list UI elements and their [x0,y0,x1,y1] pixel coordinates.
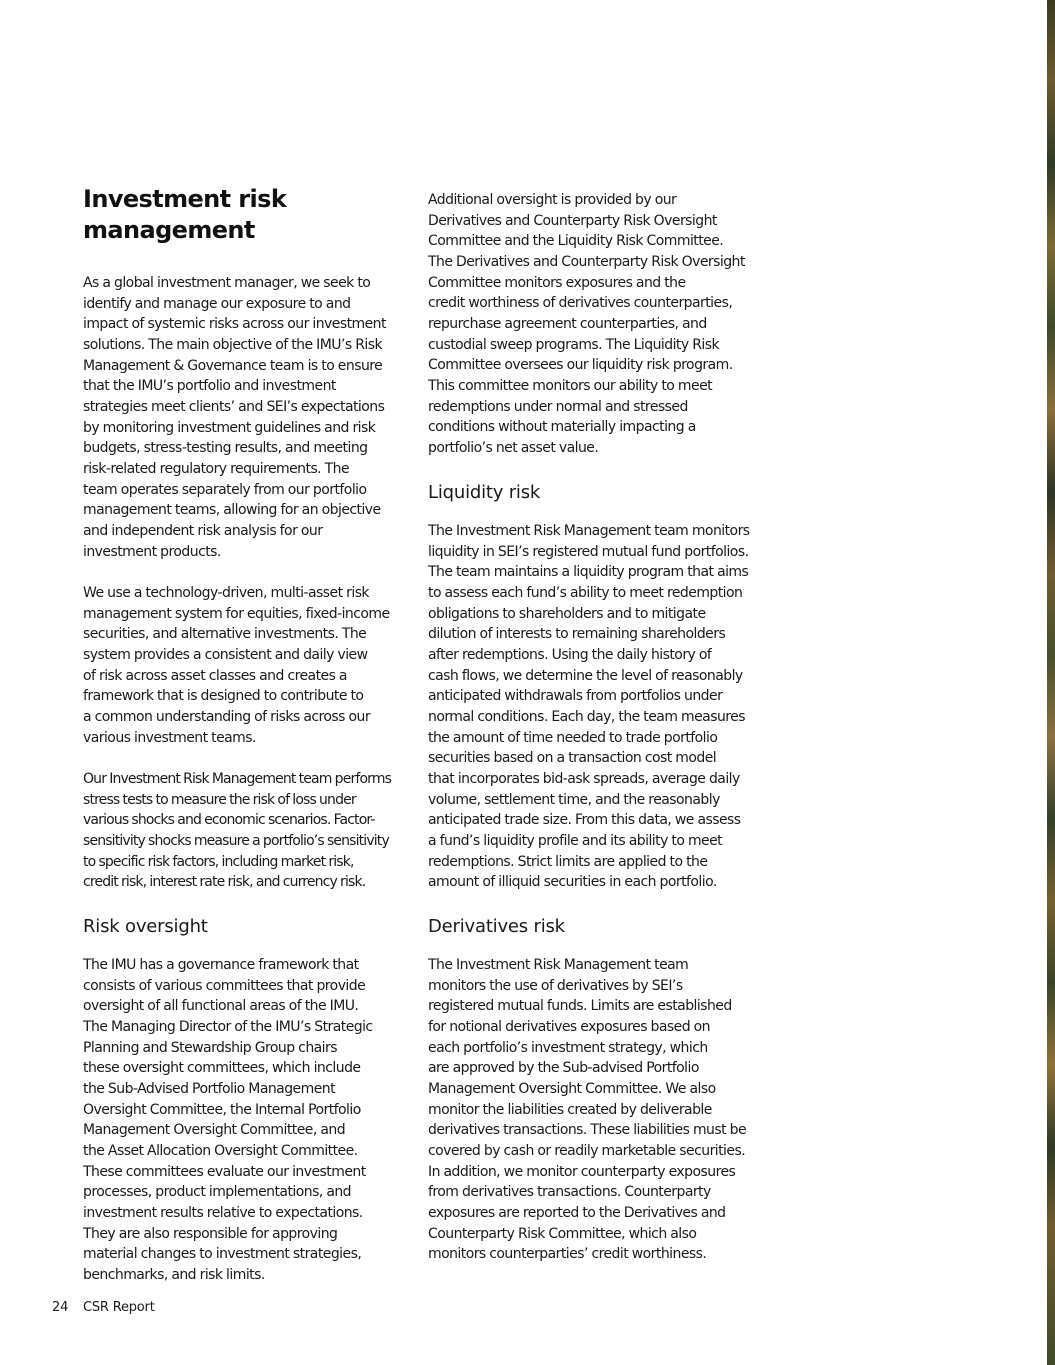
report-label: CSR Report [83,1300,155,1315]
text-line: These committees evaluate our investment [83,1163,366,1180]
text-line: Our Investment Risk Management team performs [83,771,392,787]
text-line: securities based on a transaction cost model [428,750,717,767]
text-line: system provides a consistent and daily view [83,646,368,663]
text-line: material changes to investment strategies, [83,1246,362,1263]
text-line: consists of various committees that provide [83,977,366,994]
text-line: As a global investment manager, we seek to [83,275,371,291]
text-line: portfolio’s net asset value. [428,439,599,456]
text-line: credit risk, interest rate risk, and currency risk. [83,874,366,891]
text-line: a fund’s liquidity profile and its ability to meet [428,832,723,849]
title-line-1: Investment risk [83,185,287,213]
text-line: The Managing Director of the IMU’s Strategic [83,1018,373,1035]
text-line: framework that is designed to contribute to [83,688,364,705]
text-line: to assess each fund’s ability to meet redemption [428,584,743,601]
text-line: monitors counterparties’ credit worthiness. [428,1246,707,1263]
text-line: securities, and alternative investments. The [83,626,367,643]
text-line: Counterparty Risk Committee, which also [428,1225,697,1242]
text-line: to specific risk factors, including market risk, [83,853,354,870]
text-line: various shocks and economic scenarios. Factor- [83,812,375,829]
text-line: processes, product implementations, and [83,1184,352,1201]
text-line: covered by cash or readily marketable securities. [428,1142,746,1159]
liquidity-risk-heading: Liquidity risk [428,482,541,503]
text-line: the amount of time needed to trade portfolio [428,729,718,746]
text-line: monitor the liabilities created by deliverable [428,1101,712,1118]
risk-oversight-heading: Risk oversight [83,916,208,937]
text-line: The Derivatives and Counterparty Risk Oversight [428,253,745,270]
text-line: monitors the use of derivatives by SEI’s [428,977,683,994]
text-line: the Asset Allocation Oversight Committee. [83,1142,358,1159]
page-number: 24 [52,1300,69,1315]
text-line: a common understanding of risks across our [83,708,371,725]
text-line: management system for equities, fixed-income [83,605,390,622]
text-line: Committee monitors exposures and the [428,274,686,291]
stress-test-paragraph [83,769,391,893]
text-line: of risk across asset classes and creates a [83,667,347,684]
text-line: benchmarks, and risk limits. [83,1266,265,1283]
photo-edge-strip [1047,0,1055,1365]
page-title [83,184,403,246]
text-line: strategies meet clients’ and SEI’s expectations [83,398,385,415]
text-line: Additional oversight is provided by our [428,192,677,208]
text-line: credit worthiness of derivatives counterparties, [428,295,733,312]
text-line: The team maintains a liquidity program that aims [428,564,749,581]
text-line: anticipated withdrawals from portfolios under [428,688,723,705]
text-line: Planning and Stewardship Group chairs [83,1039,337,1056]
text-line: management teams, allowing for an objective [83,502,381,519]
text-line: Oversight Committee, the Internal Portfolio [83,1101,361,1118]
page-footer [52,1300,155,1315]
text-line: the Sub-Advised Portfolio Management [83,1080,336,1097]
text-line: cash flows, we determine the level of reasonably [428,667,743,684]
text-line: The Investment Risk Management team monitors [428,523,750,539]
text-line: oversight of all functional areas of the IMU. [83,998,359,1015]
text-line: are approved by the Sub-advised Portfolio [428,1060,699,1077]
derivatives-risk-heading: Derivatives risk [428,916,565,937]
text-line: repurchase agreement counterparties, and [428,315,707,332]
text-line: Committee and the Liquidity Risk Committee. [428,233,724,250]
text-line: identify and manage our exposure to and [83,295,351,312]
text-line: We use a technology-driven, multi-asset risk [83,585,369,601]
text-line: amount of illiquid securities in each portfolio. [428,874,717,891]
text-line: solutions. The main objective of the IMU’s Risk [83,336,383,353]
text-line: custodial sweep programs. The Liquidity Risk [428,336,720,353]
text-line: after redemptions. Using the daily history of [428,646,712,663]
governance-paragraph [83,955,373,1286]
text-line: In addition, we monitor counterparty exposures [428,1163,736,1180]
text-line: team operates separately from our portfolio [83,481,367,498]
liquidity-paragraph [428,521,750,893]
additional-oversight-paragraph [428,190,745,459]
text-line: redemptions under normal and stressed [428,398,688,415]
text-line: dilution of interests to remaining shareholders [428,626,726,643]
title-line-2: management [83,216,255,244]
text-line: Management Oversight Committee. We also [428,1080,716,1097]
text-line: registered mutual funds. Limits are established [428,998,732,1015]
text-line: exposures are reported to the Derivatives and [428,1204,726,1221]
text-line: anticipated trade size. From this data, we assess [428,812,741,829]
text-line: The IMU has a governance framework that [83,957,359,973]
derivatives-paragraph [428,955,746,1265]
text-line: conditions without materially impacting a [428,419,696,436]
text-line: each portfolio’s investment strategy, which [428,1039,708,1056]
text-line: Derivatives and Counterparty Risk Oversight [428,212,717,229]
text-line: budgets, stress-testing results, and meeting [83,440,368,457]
text-line: from derivatives transactions. Counterparty [428,1184,711,1201]
text-line: This committee monitors our ability to meet [428,377,713,394]
text-line: investment results relative to expectations. [83,1204,363,1221]
text-line: Management Oversight Committee, and [83,1122,346,1139]
text-line: that the IMU’s portfolio and investment [83,378,336,395]
text-line: volume, settlement time, and the reasonably [428,791,720,808]
text-line: The Investment Risk Management team [428,957,689,973]
text-line: sensitivity shocks measure a portfolio’s sensitivity [83,832,389,849]
text-line: these oversight committees, which include [83,1060,361,1077]
text-line: They are also responsible for approving [83,1225,338,1242]
text-line: redemptions. Strict limits are applied to the [428,853,708,870]
text-line: various investment teams. [83,729,256,746]
intro-paragraph [83,273,386,562]
text-line: derivatives transactions. These liabilities must be [428,1122,747,1139]
text-line: normal conditions. Each day, the team measures [428,708,745,725]
text-line: and independent risk analysis for our [83,522,323,539]
text-line: obligations to shareholders and to mitigate [428,605,706,622]
text-line: liquidity in SEI’s registered mutual fund portfolios. [428,543,749,560]
text-line: impact of systemic risks across our investment [83,316,386,333]
text-line: that incorporates bid-ask spreads, average daily [428,770,740,787]
text-line: Committee oversees our liquidity risk program. [428,357,733,374]
text-line: by monitoring investment guidelines and risk [83,419,376,436]
text-line: Management & Governance team is to ensure [83,357,383,374]
text-line: stress tests to measure the risk of loss under [83,791,356,808]
text-line: investment products. [83,543,221,560]
text-line: risk-related regulatory requirements. The [83,460,350,477]
text-line: for notional derivatives exposures based on [428,1018,710,1035]
risk-system-paragraph [83,583,390,748]
